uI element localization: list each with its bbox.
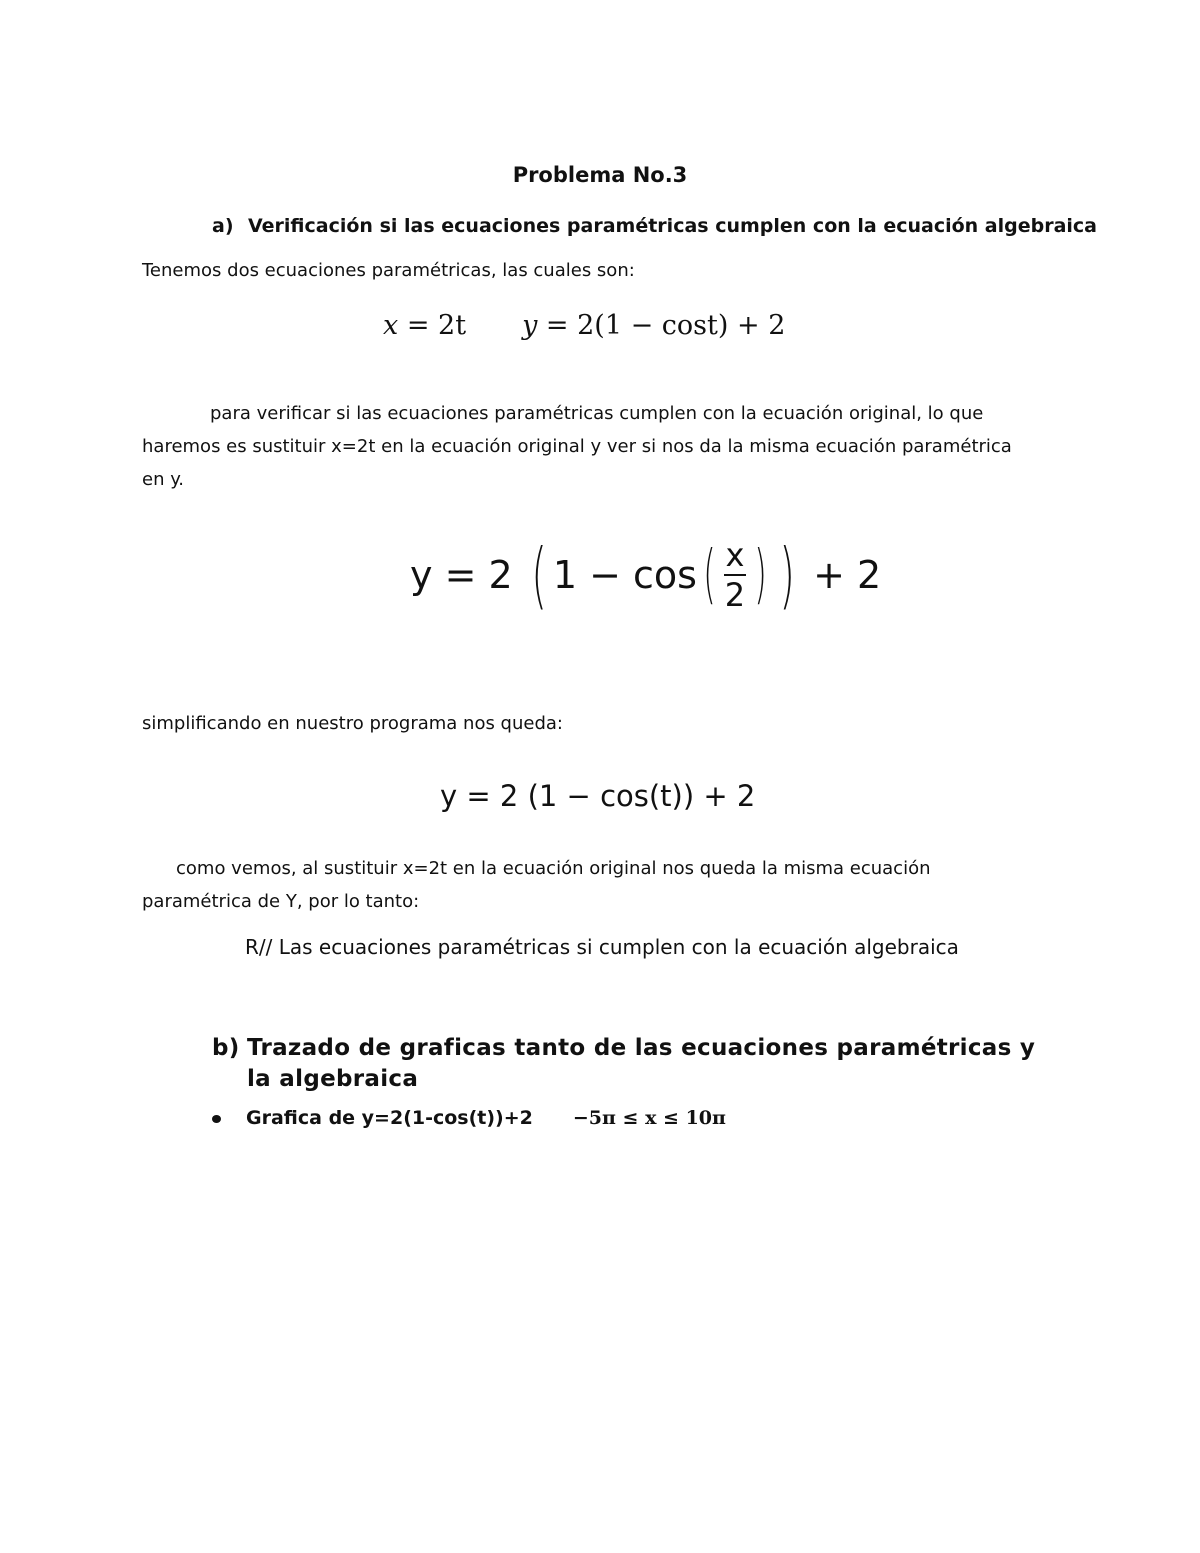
eq2-inner: 1 − cos — [552, 553, 697, 597]
section-b-label: b) — [212, 1035, 240, 1061]
page-title: Problema No.3 — [512, 163, 688, 187]
section-b-heading-text: Trazado de graficas tanto de las ecuaciones paramétricas y la algebraica — [247, 1035, 1036, 1092]
parametric-equations — [383, 310, 785, 341]
paragraph-1-line-1: para verificar si las ecuaciones paramétricas cumplen con la ecuación original, lo que — [210, 403, 984, 424]
simplification-intro: simplificando en nuestro programa nos queda: — [142, 713, 563, 734]
simplified-equation: y = 2 (1 − cos(t)) + 2 — [440, 779, 756, 813]
eq1-x-rhs: = 2t — [398, 310, 467, 341]
eq2-suffix: + 2 — [813, 553, 882, 597]
paragraph-2-line-1: como vemos, al sustituir x=2t en la ecuación original nos queda la misma ecuación — [176, 858, 931, 879]
intro-text: Tenemos dos ecuaciones paramétricas, las cuales son: — [142, 260, 635, 281]
paragraph-2 — [142, 852, 1042, 918]
section-b-heading — [212, 1033, 1062, 1095]
eq2-frac-open-paren: ( — [703, 538, 716, 612]
bullet-range: −5π ≤ x ≤ 10π — [572, 1107, 726, 1129]
eq1-x-lhs: x — [383, 310, 399, 341]
list-item — [212, 1107, 912, 1129]
paragraph-1-line-3: en y. — [142, 469, 185, 490]
eq2-fraction — [724, 538, 746, 612]
eq2-open-paren: ( — [531, 533, 547, 617]
section-a-heading — [212, 215, 1112, 237]
eq1-y-lhs: y — [522, 310, 538, 341]
paragraph-2-line-2: paramétrica de Y, por lo tanto: — [142, 891, 420, 912]
bullet-icon — [212, 1115, 221, 1123]
section-a-heading-text: Verificación si las ecuaciones paramétricas cumplen con la ecuación algebraica — [248, 215, 1098, 237]
answer-statement: R// Las ecuaciones paramétricas si cumplen con la ecuación algebraica — [245, 935, 959, 959]
section-a-label: a) — [212, 215, 234, 237]
eq2-numerator: x — [725, 536, 745, 574]
substituted-equation — [410, 527, 881, 627]
eq2-prefix: y = 2 — [410, 553, 513, 597]
eq1-y-rhs: = 2(1 − cost) + 2 — [537, 310, 786, 341]
eq2-frac-close-paren: ) — [754, 538, 767, 612]
eq2-denominator: 2 — [724, 576, 746, 614]
eq2-close-paren: ) — [779, 533, 795, 617]
paragraph-1-line-2: haremos es sustituir x=2t en la ecuación original y ver si nos da la misma ecuación paramétrica — [142, 436, 1012, 457]
paragraph-1 — [142, 397, 1062, 496]
bullet-text: Grafica de y=2(1-cos(t))+2 — [246, 1107, 533, 1129]
